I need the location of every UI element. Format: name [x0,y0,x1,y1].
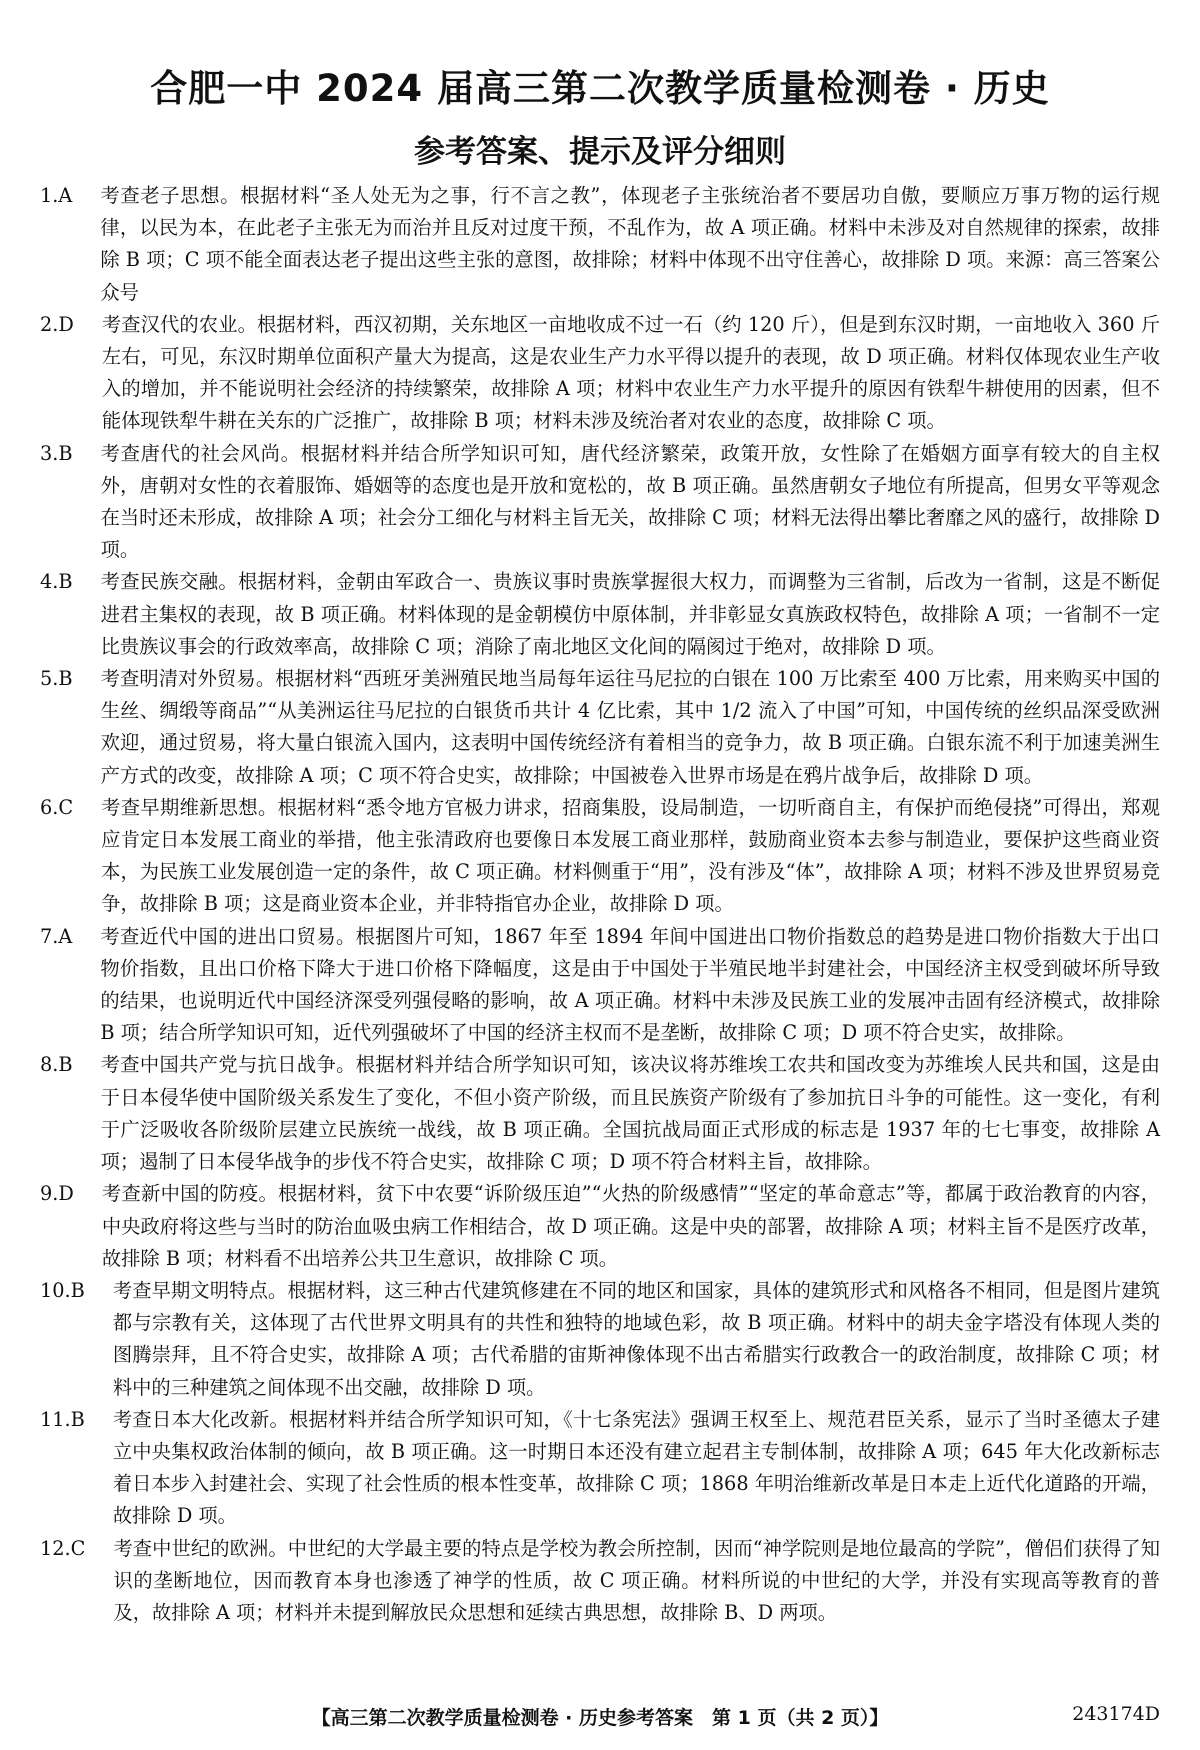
item-answer: C [70,1536,86,1560]
answer-item-8 [40,1049,1160,1178]
answer-item-9 [40,1178,1160,1275]
item-explanation: 考查早期文明特点。根据材料，这三种古代建筑修建在不同的地区和国家，具体的建筑形式和风格各不相同，但是图片建筑都与宗教有关，这体现了古代世界文明具有的共性和独特的地域色彩，故 B 项正确。材料中的胡夫金字塔没有体现人类的图腾崇拜，且不符合史实，故排除 A 项；古代希腊的宙斯神像体现不出古希腊实行政教合一的政治制度，故排除 C 项；材料中的三种建筑之间体现不出交融，故排除 D 项。 [112,1278,1160,1399]
answer-item-7 [40,921,1160,1050]
item-answer: A [58,184,73,207]
answer-item-5 [40,663,1160,792]
answer-item-4 [40,566,1160,663]
item-answer: B [58,441,73,465]
item-explanation: 考查早期维新思想。根据材料“悉令地方官极力讲求，招商集股，设局制造，一切听商自主，有保护而绝侵挠”可得出，郑观应肯定日本发展工商业的举措，他主张清政府也要像日本发展工商业那样，鼓励商业资本去参与制造业，要保护这些商业资本，为民族工业发展创造一定的条件，故 C 项正确。材料侧重于“用”，没有涉及“体”，故排除 A 项；材料不涉及世界贸易竞争，故排除 B 项；这是商业资本企业，并非特指官办企业，故排除 D 项。 [101,795,1160,916]
footer-code: 243174D [1072,1703,1160,1725]
answer-list [40,180,1160,1629]
item-number: 11. [40,1407,71,1431]
item-answer: D [58,1182,74,1206]
answer-item-10 [40,1275,1160,1404]
page-footer [0,1703,1200,1733]
answer-item-11 [40,1404,1160,1533]
item-answer: A [58,924,73,948]
item-number: 6. [40,795,59,819]
answer-item-2 [40,309,1160,438]
item-answer: C [58,795,74,819]
item-explanation: 考查近代中国的进出口贸易。根据图片可知，1867 年至 1894 年间中国进出口物价指数总的趋势是进口物价指数大于出口物价指数，且出口价格下降大于进口价格下降幅度，这是由于中国处于半殖民地半封建社会，中国经济主权受到破坏所导致的结果，也说明近代中国经济深受列强侵略的影响，故 A 项正确。材料中未涉及民族工业的发展冲击固有经济模式，故排除 B 项；结合所学知识可知，近代列强破坏了中国的经济主权而不是垄断，故排除 C 项；D 项不符合史实，故排除。 [100,924,1160,1045]
item-explanation: 考查唐代的社会风尚。根据材料并结合所学知识可知，唐代经济繁荣，政策开放，女性除了在婚姻方面享有较大的自主权外，唐朝对女性的衣着服饰、婚姻等的态度也是开放和宽松的，故 B 项正确。虽然唐朝女子地位有所提高，但男女平等观念在当时还未形成，故排除 A 项；社会分工细化与材料主旨无关，故排除 C 项；材料无法得出攀比奢靡之风的盛行，故排除 D 项。 [100,441,1160,562]
answer-item-12 [40,1533,1160,1630]
item-number: 5. [40,667,59,691]
item-explanation: 考查明清对外贸易。根据材料“西班牙美洲殖民地当局每年运往马尼拉的白银在 100 万比索至 400 万比索，用来购买中国的生丝、绸缎等商品”“从美洲运往马尼拉的白银货币共计 4 亿比索，其中 1/2 流入了中国”可知，中国传统的丝织品深受欧洲欢迎，通过贸易，将大量白银流入国内，这表明中国传统经济有着相当的竞争力，故 B 项正确。白银东流不利于加速美洲生产方式的改变，故排除 A 项；C 项不符合史实，故排除；中国被卷入世界市场是在鸦片战争后，故排除 D 项。 [100,667,1160,787]
item-answer: B [58,667,73,691]
answer-item-3 [40,438,1160,567]
item-number: 4. [40,570,59,594]
item-explanation: 考查老子思想。根据材料“圣人处无为之事，行不言之教”，体现老子主张统治者不要居功自傲，要顺应万事万物的运行规律，以民为本，在此老子主张无为而治并且反对过度干预，不乱作为，故 A 项正确。材料中未涉及对自然规律的探索，故排除 B 项；C 项不能全面表达老子提出这些主张的意图，故排除；材料中体现不出守住善心，故排除 D 项。来源：高三答案公众号 [100,184,1160,304]
item-answer: B [58,570,73,594]
item-explanation: 考查中国共产党与抗日战争。根据材料并结合所学知识可知，该决议将苏维埃工农共和国改变为苏维埃人民共和国，这是由于日本侵华使中国阶级关系发生了变化，不但小资产阶级，而且民族资产阶级有了参加抗日斗争的可能性。这一变化，有利于广泛吸收各阶级阶层建立民族统一战线，故 B 项正确。全国抗战局面正式形成的标志是 1937 年的七七事变，故排除 A 项；遏制了日本侵华战争的步伐不符合史实，故排除 C 项；D 项不符合材料主旨，故排除。 [100,1053,1160,1174]
item-explanation: 考查新中国的防疫。根据材料，贫下中农要“诉阶级压迫”“火热的阶级感情”“坚定的革命意志”等，都属于政治教育的内容，中央政府将这些与当时的防治血吸虫病工作相结合，故 D 项正确。这是中央的部署，故排除 A 项；材料主旨不是医疗改革，故排除 B 项；材料看不出培养公共卫生意识，故排除 C 项。 [101,1182,1160,1270]
page-title: 合肥一中 2024 届高三第二次教学质量检测卷 · 历史 [150,67,1050,110]
item-answer: B [70,1278,85,1302]
item-explanation: 考查中世纪的欧洲。中世纪的大学最主要的特点是学校为教会所控制，因而“神学院则是地位最高的学院”，僧侣们获得了知识的垄断地位，因而教育本身也渗透了神学的性质，故 C 项正确。材料所说的中世纪的大学，并没有实现高等教育的普及，故排除 A 项；材料并未提到解放民众思想和延续古典思想，故排除 B、D 两项。 [113,1536,1160,1624]
item-explanation: 考查日本大化改新。根据材料并结合所学知识可知，《十七条宪法》强调王权至上、规范君臣关系，显示了当时圣德太子建立中央集权政治体制的倾向，故 B 项正确。这一时期日本还没有建立起君主专制体制，故排除 A 项；645 年大化改新标志着日本步入封建社会、实现了社会性质的根本性变革，故排除 C 项；1868 年明治维新改革是日本走上近代化道路的开端，故排除 D 项。 [112,1407,1160,1528]
item-answer: D [58,312,74,336]
item-number: 7. [40,924,59,948]
footer-page-label: 【高三第二次教学质量检测卷 · 历史参考答案 第 1 页（共 2 页）】 [311,1707,889,1729]
item-explanation: 考查民族交融。根据材料，金朝由军政合一、贵族议事时贵族掌握很大权力，而调整为三省制，后改为一省制，这是不断促进君主集权的表现，故 B 项正确。材料体现的是金朝模仿中原体制，并非彰显女真族政权特色，故排除 A 项；一省制不一定比贵族议事会的行政效率高，故排除 C 项；消除了南北地区文化间的隔阂过于绝对，故排除 D 项。 [100,570,1160,658]
item-explanation: 考查汉代的农业。根据材料，西汉初期，关东地区一亩地收成不过一石（约 120 斤），但是到东汉时期，一亩地收入 360 斤左右，可见，东汉时期单位面积产量大为提高，这是农业生产力水平得以提升的表现，故 D 项正确。材料仅体现农业生产收入的增加，并不能说明社会经济的持续繁荣，故排除 A 项；材料中农业生产力水平提升的原因有铁犁牛耕使用的因素，但不能体现铁犁牛耕在关东的广泛推广，故排除 B 项；材料未涉及统治者对农业的态度，故排除 C 项。 [101,312,1160,433]
item-number: 2. [40,312,59,336]
item-number: 9. [40,1182,59,1206]
item-number: 1. [40,184,59,207]
item-number: 3. [40,441,59,465]
answer-item-1 [40,180,1160,309]
item-number: 12. [40,1536,71,1560]
item-number: 8. [40,1053,59,1077]
item-answer: B [70,1407,85,1431]
answer-item-6 [40,792,1160,921]
page-subtitle: 参考答案、提示及评分细则 [414,134,786,170]
item-number: 10. [40,1278,71,1302]
item-answer: B [58,1053,73,1077]
